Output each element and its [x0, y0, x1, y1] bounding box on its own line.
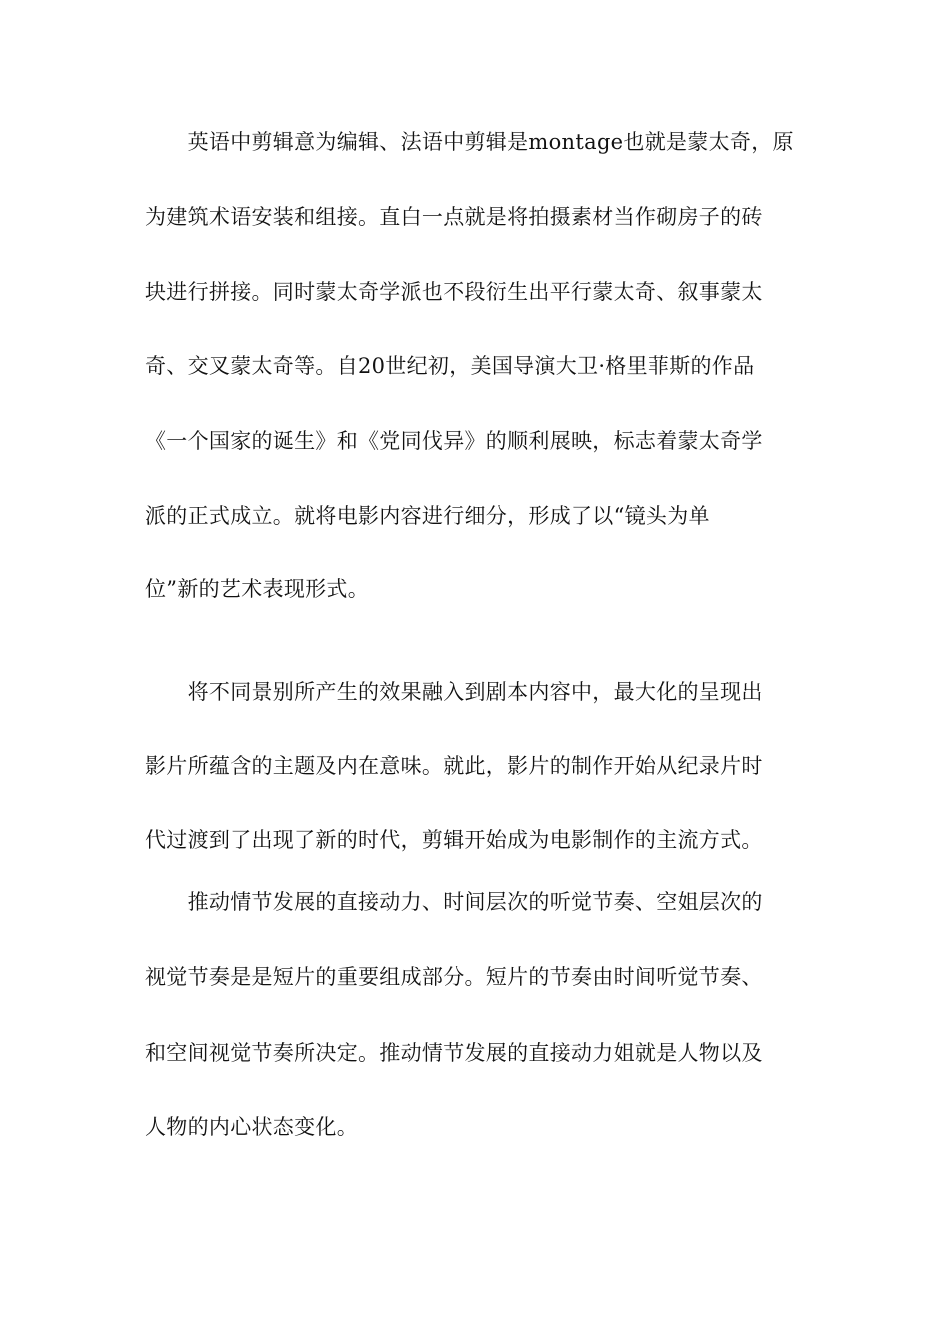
- text-line: 视觉节奏是是短片的重要组成部分。短片的节奏由时间听觉节奏、: [145, 965, 763, 989]
- text-line: 影片所蕴含的主题及内在意味。就此，影片的制作开始从纪录片时: [145, 754, 763, 778]
- text-line: 块进行拼接。同时蒙太奇学派也不段衍生出平行蒙太奇、叙事蒙太: [145, 280, 763, 304]
- text-line: 《一个国家的诞生》和《党同伐异》的顺利展映，标志着蒙太奇学: [145, 429, 763, 453]
- text-line: 将不同景别所产生的效果融入到剧本内容中，最大化的呈现出: [145, 680, 763, 704]
- text-line: 人物的内心状态变化。: [145, 1115, 358, 1139]
- text-line: 和空间视觉节奏所决定。推动情节发展的直接动力姐就是人物以及: [145, 1041, 763, 1065]
- text-line: 英语中剪辑意为编辑、法语中剪辑是montage也就是蒙太奇，原: [145, 130, 794, 154]
- text-line: 推动情节发展的直接动力、时间层次的听觉节奏、空姐层次的: [145, 890, 763, 914]
- text-line: 为建筑术语安装和组接。直白一点就是将拍摄素材当作砌房子的砖: [145, 205, 763, 229]
- text-line: 位”新的艺术表现形式。: [145, 577, 370, 601]
- text-line: 代过渡到了出现了新的时代，剪辑开始成为电影制作的主流方式。: [145, 828, 763, 852]
- text-line: 派的正式成立。就将电影内容进行细分，形成了以“镜头为单: [145, 504, 710, 528]
- text-line: 奇、交叉蒙太奇等。自20世纪初，美国导演大卫·格里菲斯的作品: [145, 354, 755, 378]
